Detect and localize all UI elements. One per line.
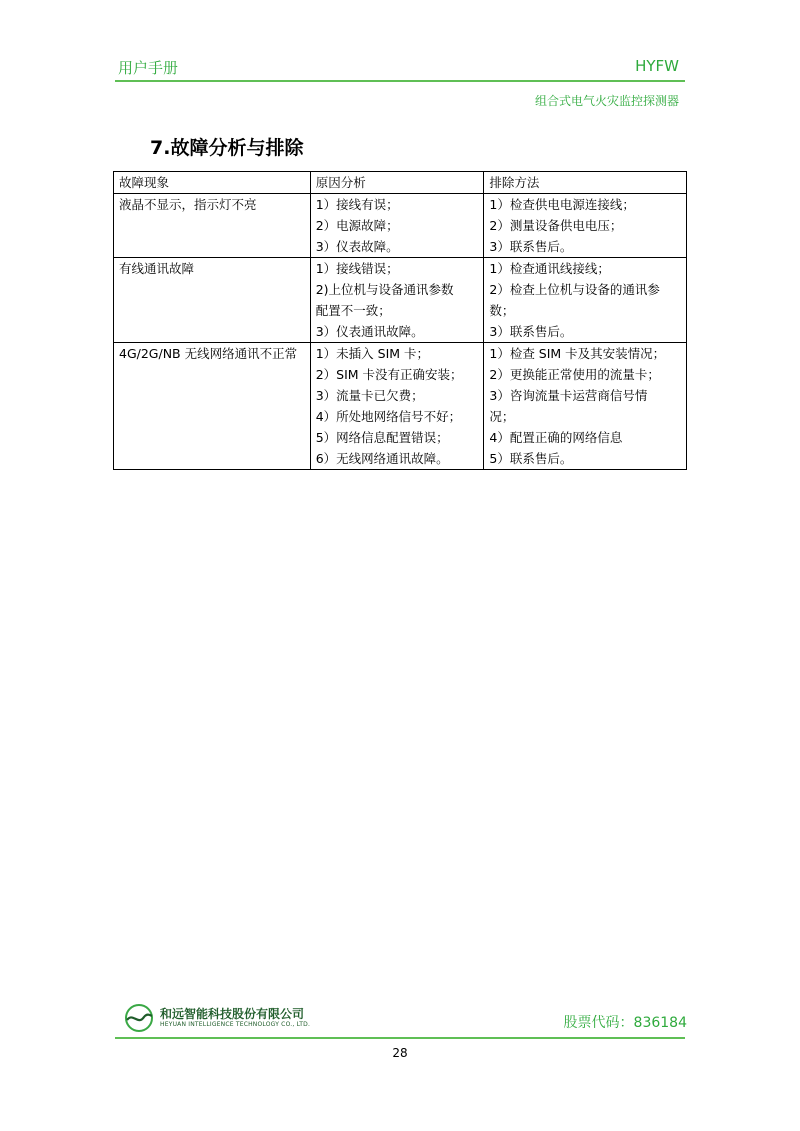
header-product-name: 组合式电气火灾监控探测器 bbox=[534, 94, 679, 108]
cause-line: 1）未插入 SIM 卡； bbox=[315, 346, 430, 361]
header-cell-cause: 原因分析 bbox=[310, 172, 484, 194]
solution-line: 3）联系售后。 bbox=[489, 324, 573, 339]
solution-line: 2）检查上位机与设备的通讯参 bbox=[489, 282, 660, 297]
cause-cell bbox=[310, 194, 484, 258]
symptom-cell: 有线通讯故障 bbox=[114, 258, 311, 343]
stock-code: 股票代码：836184 bbox=[563, 1015, 687, 1031]
solution-line: 4）配置正确的网络信息 bbox=[489, 430, 623, 445]
solution-cell bbox=[484, 343, 687, 470]
solution-line: 1）检查供电电源连接线； bbox=[489, 197, 635, 212]
table-header-row bbox=[114, 172, 687, 194]
cause-line: 2）电源故障； bbox=[315, 218, 399, 233]
company-logo-icon bbox=[124, 1003, 154, 1033]
cause-line: 6）无线网络通讯故障。 bbox=[315, 451, 449, 466]
solution-line: 2）更换能正常使用的流量卡； bbox=[489, 367, 660, 382]
cause-line: 3）流量卡已欠费； bbox=[315, 388, 424, 403]
solution-line: 5）联系售后。 bbox=[489, 451, 573, 466]
solution-line: 况； bbox=[489, 409, 515, 424]
symptom-cell: 液晶不显示，指示灯不亮 bbox=[114, 194, 311, 258]
cause-line: 2）SIM 卡没有正确安装； bbox=[315, 367, 463, 382]
footer-divider bbox=[115, 1037, 685, 1039]
company-name-cn: 和远智能科技股份有限公司 bbox=[160, 1007, 305, 1021]
solution-line: 3）联系售后。 bbox=[489, 239, 573, 254]
solution-line: 1）检查通讯线接线； bbox=[489, 261, 610, 276]
header-product-code: HYFW bbox=[635, 57, 679, 75]
cause-line: 1）接线有误； bbox=[315, 197, 399, 212]
cause-line: 配置不一致； bbox=[315, 303, 391, 318]
solution-line: 数； bbox=[489, 303, 515, 318]
table-row bbox=[114, 258, 687, 343]
cause-cell bbox=[310, 343, 484, 470]
header-divider bbox=[115, 80, 685, 82]
cause-line: 5）网络信息配置错误； bbox=[315, 430, 449, 445]
symptom-cell: 4G/2G/NB 无线网络通讯不正常 bbox=[114, 343, 311, 470]
section-title: 7.故障分析与排除 bbox=[150, 137, 304, 159]
table-row bbox=[114, 194, 687, 258]
cause-line: 1）接线错误； bbox=[315, 261, 399, 276]
cause-line: 4）所处地网络信号不好； bbox=[315, 409, 462, 424]
header-cell-solution: 排除方法 bbox=[484, 172, 687, 194]
cause-line: 3）仪表通讯故障。 bbox=[315, 324, 424, 339]
solution-cell bbox=[484, 258, 687, 343]
solution-line: 3）咨询流量卡运营商信号情 bbox=[489, 388, 648, 403]
solution-line: 2）测量设备供电电压； bbox=[489, 218, 623, 233]
page-number: 28 bbox=[392, 1046, 408, 1060]
solution-cell bbox=[484, 194, 687, 258]
header-cell-symptom: 故障现象 bbox=[114, 172, 311, 194]
fault-table bbox=[113, 171, 687, 470]
cause-line: 2)上位机与设备通讯参数 bbox=[315, 282, 454, 297]
cause-cell bbox=[310, 258, 484, 343]
header-manual-label: 用户手册 bbox=[118, 59, 179, 77]
table-row bbox=[114, 343, 687, 470]
company-name-en: HEYUAN INTELLIGENCE TECHNOLOGY CO., LTD. bbox=[160, 1021, 311, 1028]
cause-line: 3）仪表故障。 bbox=[315, 239, 399, 254]
solution-line: 1）检查 SIM 卡及其安装情况； bbox=[489, 346, 666, 361]
